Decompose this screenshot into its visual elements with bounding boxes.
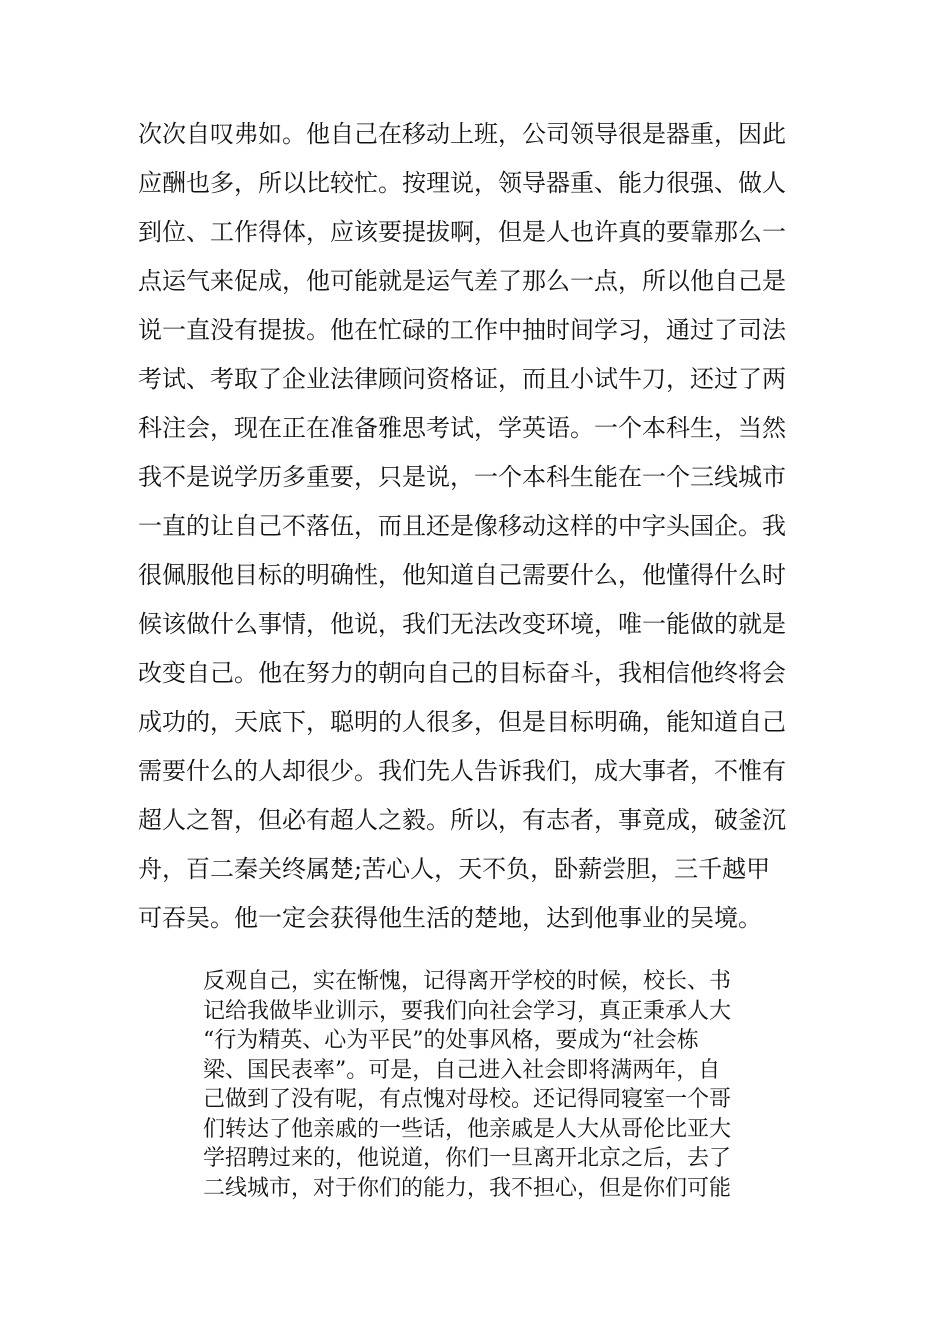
text-line: 反观自己，实在惭愧，记得离开学校的时候，校长、书 (203, 969, 732, 994)
text-line: 们转达了他亲戚的一些话，他亲戚是人大从哥伦比亚大 (203, 1116, 732, 1142)
text-line: 梁、国民表率”。可是，自己进入社会即将满两年，自 (203, 1057, 721, 1083)
text-line: 次次自叹弗如。他自己在移动上班，公司领导很是器重，因此 (138, 120, 786, 148)
text-line: 点运气来促成，他可能就是运气差了那么一点，所以他自己是 (138, 267, 786, 295)
paragraph-1 (138, 110, 838, 943)
text-line: 记给我做毕业训示，要我们向社会学习，真正秉承人大 (203, 998, 732, 1024)
text-line: 考试、考取了企业法律顾问资格证，而且小试牛刀，还过了两 (138, 365, 786, 393)
text-line: 到位、工作得体，应该要提拔啊，但是人也许真的要靠那么一 (138, 218, 786, 246)
text-line: 候该做什么事情，他说，我们无法改变环境，唯一能做的就是 (138, 610, 786, 638)
text-line: “行为精英、心为平民”的处事风格，要成为“社会栋 (203, 1028, 699, 1053)
text-line: 超人之智，但必有超人之毅。所以，有志者，事竟成，破釜沉 (138, 806, 786, 834)
text-line: 需要什么的人却很少。我们先人告诉我们，成大事者，不惟有 (138, 757, 786, 785)
text-line: 一直的让自己不落伍，而且还是像移动这样的中字头国企。我 (138, 512, 786, 540)
text-line: 成功的，天底下，聪明的人很多，但是目标明确，能知道自己 (138, 708, 786, 736)
text-line: 说一直没有提拔。他在忙碌的工作中抽时间学习，通过了司法 (138, 316, 786, 344)
text-line: 很佩服他目标的明确性，他知道自己需要什么，他懂得什么时 (138, 561, 786, 589)
text-line: 舟，百二秦关终属楚;苦心人，天不负，卧薪尝胆，三千越甲 (138, 855, 771, 883)
text-line: 学招聘过来的，他说道，你们一旦离开北京之后，去了 (203, 1146, 732, 1171)
text-line: 二线城市，对于你们的能力，我不担心，但是你们可能 (203, 1175, 732, 1201)
text-line: 己做到了没有呢，有点愧对母校。还记得同寝室一个哥 (203, 1087, 732, 1112)
text-line: 改变自己。他在努力的朝向自己的目标奋斗，我相信他终将会 (138, 659, 786, 687)
paragraph-2 (203, 967, 833, 1203)
text-line: 科注会，现在正在准备雅思考试，学英语。一个本科生，当然 (138, 414, 786, 442)
text-line: 可吞吴。他一定会获得他生活的楚地，达到他事业的吴境。 (138, 904, 762, 932)
text-line: 应酬也多，所以比较忙。按理说，领导器重、能力很强、做人 (138, 169, 786, 197)
text-line: 我不是说学历多重要，只是说，一个本科生能在一个三线城市 (138, 463, 786, 491)
